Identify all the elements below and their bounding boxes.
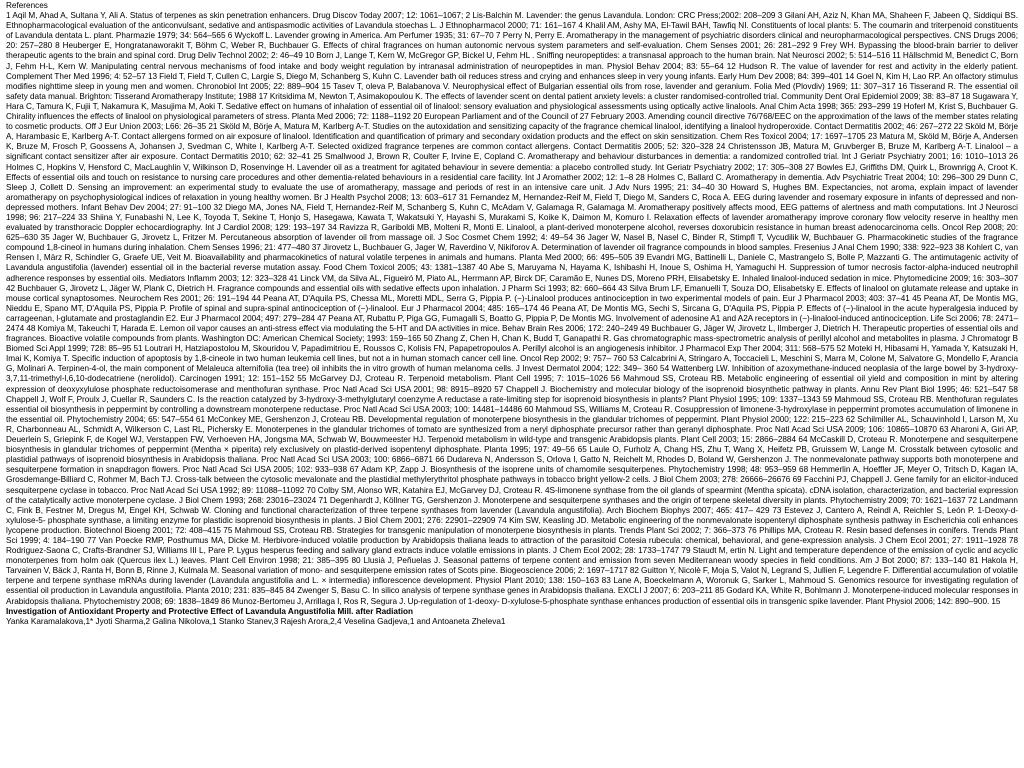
article-title: Investigation of Antioxidant Property and Protective Effect of Lavandula Angustifolia Mill. after Radiation [6,606,413,616]
references-list: 1 Aqil M, Ahad A, Sultana Y, Ali A. Status of terpenes as skin penetration enhancers. Drug Discov Today 2007; 12: 1061–1067; 2 Lis-Balchin M. Lavender: the genus Lavandula. London: CRC Press;2002: 208–209 3 Gilani AH, Aziz N, Khan MA, Shaheen F, Jabeen Q, Siddiqui BS. Ethnopharmacological evaluation of the anticonvulsant, sedative and antispasmodic activities of Lavandula stoechas L. J Ethnopharmacol 2000; 71: 161–167 4 Khalil AM, Ashy MA, El-Tawil BAH, Tawfiq NI. Constituents of local plants: 5. The coumarin and triterpenoid constituents of Lavandula dentata L. plant. Pharmazie 1979; 34: 564–565 6 Wyckoff L. Lavender growing in America. Am Perfumer 1935; 31: 67–70 7 Perry N, Perry E. Aromatherapy in the management of psychiatric disorders clinical and neuropharmacological perspectives. CNS Drugs 2006; 20: 257–280 8 Heuberger E, Hongratanaworakit T, Böhm C, Weber R, Buchbauer G. Effects of chiral fragrances on human autonomic nervous system parameters and self-evaluation. Chem Senses 2001; 26: 281–292 9 Frey WH. Bypassing the blood-brain barrier to deliver therapeutic agents to the brain and spinal cord. Drug Deliv Technol 2002; 2: 46–49 10 Born J, Lange T, Kern W, McGregor GP, Bickel U, Fehm HL . Sniffing neuropeptides: a transnasal approach to the human brain. Nat Neurosci 2002; 5: 514–516 11 Hällschmid M, Benedict C, Born J, Fehm H-L, Kern W. Manipulating central nervous mechanisms of food intake and body weight regulation by intranasal administration of neuropeptides in man. Physiol Behav 2004; 83: 55–64 12 Hudson R. The value of lavender for rest and activity in the elderly patient. Complement Ther Med 1996; 4: 52–57 13 Field T, Field T, Cullen C, Largie S, Diego M, Schanberg S, Kuhn C. Lavender bath oil reduces stress and crying and enhances sleep in very young infants. Early Hum Dev 2008; 84: 399–401 14 Goel N, Kim H, Lao RP. An olfactory stimulus modifies nighttime sleep in young men and women. Chronobiol Int 2005; 22: 889–904 15 Tasev T, oleva P, Balabanova V. Neurophysical effect of Bulgarian essential oils from rose, lavender and geranium. Folia Med (Plovdiv) 1969; 11: 307–317 16 Tisserand R. The essential oil safety data manual. Brighton: Tisserand Aromatherapy Institute; 1988 17 Kritsidima M, Newton T, Asimakopoulou K. The effects of lavender scent on dental patient anxiety levels: a cluster randomised-controlled trial. Community Dent Oral Epidemiol 2009; 38: 83–87 18 Sugawara Y, Hara C, Tamura K, Fujii T, Nakamura K, Masujima M, Aoki T. Sedative effect on humans of inhalation of essential oil of linalool: sensory evaluation and physiological assessments using optically active linalools. Anal Chim Acta 1998; 365: 293–299 19 Hoferl M, Krist S, Buchbauer G. Chirality influences the effects of linalool on physiological parameters of stress. Planta Med 2006; 72: 1188–1192 20 European Parliament and of the Council of 27 February 2003. Amending council directive 76/768/EEC on the approximation of the laws of the member states relating to cosmetic products. Off J Eur Union 2003; L66: 26–35 21 Sköld M, Börje A, Matura M, Karlberg A-T. Studies on the autoxidation and sensitizing capacity of the fragrance chemical linalool, identifying a linalool hydroperoxide. Contact Dermatitis 2002; 46: 267–272 22 Sköld M, Börje A, Harambasic E, Karlberg A-T. Contact allergens formed on air exposure of linalool. Identification and quantification of primary and secondary oxidation products and the effect on skin sensitization. Chem Res Toxicol 2004; 17: 1697–1705 23 Matura M, Sköld M, Börje A, Andersen K, Bruze M, Frosch P, Goossens A, Johansen J, Svedman C, White I, Karlberg A-T. Selected oxidized fragrance terpenes are common contact allergens. Contact Dermatitis 2005; 52: 320–328 24 Christensson JB, Matura M, Gruvberger B, Bruze M, Karlberg A-T. Linalool – a significant contact sensitizer after air exposure. Contact Dermatitis 2010; 62: 32–41 25 Smallwood J, Brown R, Coulter F, Irvine E, Copland C. Aromatherapy and behaviour disturbances in dementia: a randomized controlled trial. Int J Geriatr Psychiatry 2001; 16: 1010–1013 26 Holmes C, Hopkins V, Hensford C, MacLaughlin V, Wilkinson D, Rosenvinge H. Lavender oil as a treatment for agitated behaviour in severe dementia: a placebo controlled study. Int Geriatr Psychiatry 2002; 17: 305–308 27 Bowles EJ, Griffiths DM, Quirk L, Brownrigg A, Croot K. Effects of essential oils and touch on resistance to nursing care procedures and other dementia-related behaviours in a residential care facility. Int J Aromather 2002; 12: 1–8 28 Holmes C, Ballard C. Aromatherapy in dementia. Adv Psychiatric Treat 2004; 10: 296–300 29 Dunn C, Sleep J, Collett D. Sensing an improvement: an experimental study to evaluate the use of aromatherapy, massage and periods of rest in an intensive care unit. J Adv Nurs 1995; 21: 34–40 30 Howard S, Hughes BM. Expectancies, not aroma, explain impact of lavender aromatherapy on psychophysiological indices of relaxation in young healthy women. Br J Health Psychol 2008; 13: 603–617 31 Fernandez M, Hernandez-Reif M, Field T, Diego M, Sanders C, Roca A. EEG during lavender and rosemary exposure in infants of depressed and non-depressed mothers. Infant Behav Dev 2004; 27: 91–100 32 Diego MA, Jones NA, Field T, Hernandez-Reif M, Schanberg S, Kuhn C, McAdam V, Galamaga R, Galamaga M. Aromatherapy positively affects mood, EEG patterns of alertness and math computations. Int J Neurosci 1998; 96: 217–224 33 Shiina Y, Funabashi N, Lee K, Toyoda T, Sekine T, Honjo S, Hasegawa, Kawata T, Wakatsuki Y, Hayashi S, Murakami S, Koike K, Daimon M, Komuro I. Relaxation effects of lavender aromatherapy improve coronary flow velocity reserve in healthy men evaluated by transthoracic Doppler echocardiography. Int J Cardiol 2008; 129: 193–197 34 Ravizza R, Gariboldi MB, Molteni R, Monti E. Linalool, a plant-derived monoterpene alcohol, reverses doxorubicin resistance in human breast adenocarcinoma cells. Oncol Rep 2008; 20: 625–630 35 Jager W, Buchbauer G, Jirovetz L, Fritzer M. Percutaneous absorption of lavender oil from massage oil. J Soc Cosmet Chem 1992; 4: 49–54 36 Jager W, Nasel B, Nasel C, Binder R, Stimpfl T, Vycudilik W, Buchbauer G. Pharmacokinetic studies of the fragrance compound 1,8-cineol in humans during inhalation. Chem Senses 1996; 21: 477–480 37 Jirovetz L, Buchbauer G, Jager W, Raverdino V, Nikiforov A. Determination of lavender oil fragrance compounds in blood samples. Fresenius J Anal Chem 1990; 338: 922–923 38 Kohlert C, van Rensen I, März R, Schindler G, Graefe UE, Veit M. Bioavailability and pharmacokinetics of natural volatile terpenes in animals and humans. Planta Med 2000; 66: 495–505 39 Evandri MG, Battinelli L, Daniele C, Mastrangelo S, Bolle P, Mazzanti G. The antimutagenic activity of Lavandula angustifolia (lavender) essential oil in the bacterial reverse mutation assay. Food Chem Toxicol 2005; 43: 1381–1387 40 Abe S, Maruyama N, Hayama K, Ishibashi H, Inoue S, Oshima H, Yamaguchi H. Suppression of tumor necrosis factor-alpha-induced neutrophil adherence responses by essential oils. Mediators Inflamm 2003; 12: 323–328 41 Linck VM, da Silva AL, Figueiró M, Piato AL, Herrmann AP, Birck DF, Caramão E, Nunes DS, Moreno PRH, Elisabetsky E. Inhaled linalool-induced sedation in mice. Phytomedicine 2009; 16: 303–307 42 Buchbauer G, Jirovetz L, Jäger W, Plank C, Dietrich H. Fragrance compounds and essential oils with sedative effects upon inhalation. J Pharm Sci 1993; 82: 660–664 43 Silva Brum LF, Emanuelli T, Souza DO, Elisabetsky E. Effects of linalool on glutamate release and uptake in mouse cortical synaptosomes. Neurochem Res 2001; 26: 191–194 44 Peana AT, D'Aquila PS, Chessa ML, Moretti MDL, Serra G, Pippia P. (−)-Linalool produces antinociception in two experimental models of pain. Eur J Pharmacol 2003; 403: 37–41 45 Peana AT, De Montis MG, Nieddu E, Spano MT, D'Aquila PS, Pippia P. Profile of spinal and supra-spinal antinociception of (−)-linalool. Eur J Pharmacol 2004; 485: 165–174 46 Peana AT, De Montis MG, Sechi S, Sircana G, D'Aquila PS, Pippia P. Effects of (−)-linalool in the acute hyperalgesia induced by carrageenan, l-glutamate and prostaglandin E2. Eur J Pharmacol 2004; 497: 279–284 47 Peana AT, Rubattu P, Piga GG, Fumagalli S, Boatto G, Pippia P, De Montis MG. Involvement of adenosine A1 and A2A receptors in (−)-linalool-induced antinociception. Life Sci 2006; 78: 2471–2474 48 Komiya M, Takeuchi T, Harada E. Lemon oil vapor causes an anti-stress effect via modulating the 5-HT and DA activities in mice. Behav Brain Res 2006; 172: 240–249 49 Buchbauer G, Jäger W, Jirovetz L, Ilmberger J, Dietrich H. Therapeutic properties of essential oils and fragrances. Bioactive volatile compounds from plants. Washington DC: American Chemical Society; 1993: 159–165 50 Zhang Z, Chen H, Chan K, Budd T, Ganapathi R. Gas chromatographic mass-spectrometric analysis of perillyl alcohol and metabolites in plasma. J Chromatogr B Biomed Sci Appl 1999; 728: 85–95 51 Loutrari H, Hatziapostolou M, Skouridou V, Papadimitriou E, Roussos C, Kolisis FN, Papapetropoulos A. Perillyl alcohol is an angiogenesis inhibitor. J Pharmacol Exp Ther 2004; 311: 568–575 52 Moteki H, Hibasami H, Yamada Y, Katsuzaki H, Imai K, Komiya T. Specific induction of apoptosis by 1,8-cineole in two human leukemia cell lines, but not a in human stomach cancer cell line. Oncol Rep 2002; 9: 757– 760 53 Calcabrini A, Stringaro A, Toccacieli L, Meschini S, Marra M, Colone M, Salvatore G, Mondello F, Arancia G, Molinari A. Terpinen-4-ol, the main component of Melaleuca alternifolia (tea tree) oil inhibits the in vitro growth of human melanoma cells. J Invest Dermatol 2004; 122: 349– 360 54 Wattenberg LW. Inhibition of azoxymethane-induced neoplasia of the large bowel by 3-hydroxy-3,7,11-trimethyl-l,6,10-dodecatriene (nerolidol). Carcinogen 1991; 12: 151–152 55 McGarvey DJ, Croteau R. Terpenoid metabolism. Plant Cell 1995; 7: 1015–1026 56 Mahmoud SS, Croteau RB. Metabolic engineering of essential oil yield and composition in mint by altering expression of deoxyxylulose phosphate reductoisomerase and menthofuran synthase. Proc Natl Acad Sci USA 2001; 98: 8915–8920 57 Chappell J. Biochemistry and molecular biology of the isoprenoid biosynthetic pathway in plants. Annu Rev Plant Biol 1995; 46: 521–547 58 Chappell J, Wolf F, Proulx J, Cuellar R, Saunders C. Is the reaction catalyzed by 3-hydroxy-3-methylglutaryl coenzyme A reductase a rate-limiting step for isoprenoid biosynthesis in plants? Plant Physiol 1995; 109: 1337–1343 59 Mahmoud SS, Croteau RB. Menthofuran regulates essential oil biosynthesis in peppermint by controlling a downstream monoterpene reductase. Proc Natl Acad Sci USA 2003; 100: 14481–14486 60 Mahmoud SS, Williams M, Croteau R. Cosuppression of limonene-3-hydroxylase in peppermint promotes accumulation of limonene in the essential oil. Phytochemistry 2004; 65: 547–554 61 McConkey ME, Gershenzon J, Croteau RB. Developmental regulation of monoterpene biosynthesis in the glandular trichomes of peppermint. Plant Physiol 2000; 122: 215–223 62 Schilmiller AL, Schauvinhold I, Larson M, Xu R, Charbonneau AL, Schmidt A, Wilkerson C, Last RL, Pichersky E. Monoterpenes in the glandular trichomes of tomato are synthesized from a neryl diphosphate precursor rather than geranyl diphosphate. Proc Natl Acad Sci USA 2009; 106: 10865–10870 63 Aharoni A, Giri AP, Deuerlein S, Griepink F, de Kogel WJ, Verstappen FW, Verhoeven HA, Jongsma MA, Schwab W, Bouwmeester HJ. Terpenoid metabolism in wild-type and transgenic Arabidopsis plants. Plant Cell 2003; 15: 2866–2884 64 McCaskill D, Croteau R. Monoterpene and sesquiterpene biosynthesis in glandular trichomes of peppermint (Mentha × piperita) rely exclusively on plastid-derived isopentenyl diphosphate. Planta 1995; 197: 49–56 65 Laule O, Furholz A, Chang HS, Zhu T, Wang X, Heifetz PB, Gruissem W, Lange M. Crosstalk between cytosolic and plastidial pathways of isoprenoid biosynthesis in Arabidopsis thaliana. Proc Natl Acad Sci USA 2003; 100: 6866–6871 66 Dudareva N, Andersson S, Orlova I, Gatto N, Reichelt M, Rhodes D, Boland W, Gershenzon J. The nonmevalonate pathway supports both monoterpene and sesquiterpene formation in snapdragon flowers. Proc Natl Acad Sci USA 2005; 102: 933–938 67 Adam KP, Zapp J. Biosynthesis of the isoprene units of chamomile sesquiterpenes. Phytochemistry 1998; 48: 953–959 68 Hemmerlin A, Hoeffler JF, Meyer O, Tritsch D, Kagan IA, Grosdemange-Billiard C, Rohmer M, Bach TJ. Cross-talk between the cytosolic mevalonate and the plastidial methylerythritol phosphate pathways in tobacco bright yellow-2 cells. J Biol Chem 2003; 278: 26666–26676 69 Facchini PJ, Chappell J. Gene family for an elicitor-induced sesquiterpene cyclase in tobacco. Proc Natl Acad Sci USA 1992; 89: 11088–11092 70 Colby SM, Alonso WR, Katahira EJ, McGarvey DJ, Croteau R. 4S-limonene synthase from the oil glands of spearmint (Mentha spicata). cDNA isolation, characterization, and bacterial expression of the catalytically active monoterpene cyclase. J Biol Chem 1993; 268: 23016–23024 71 Degenhardt J, Köllner TG, Gershenzon J. Monoterpene and sesquiterpene synthases and the origin of terpene skeletal diversity in plants. Phytochemistry 2009; 70: 1621–1637 72 Landmann C, Fink B, Festner M, Dregus M, Engel KH, Schwab W. Cloning and functional characterization of three terpene synthases from lavender (Lavandula angustifolia). Arch Biochem Biophys 2007; 465: 417– 429 73 Estevez J, Cantero A, Reindl A, Reichler S, León P. 1-Deoxy-d-xylulose-5- phosphate synthase, a limiting enzyme for plastidic isoprenoid biosynthesis in plants. J Biol Chem 2001; 276: 22901–22909 74 Kim SW, Keasling JD. Metabolic engineering of the nonmevalonate isopentenyl diphosphate synthesis pathway in Escherichia coli enhances lycopene production. Biotechnol Bioeng 2001; 72: 408–415 75 Mahmoud SS, Croteau RB. Strategies for transgenic manipulation of monoterpene biosynthesis in plants. Trends Plant Sci 2002; 7: 366–373 76 Phillips MA, Croteau R. Resin based defenses in conifers. Trends Plant Sci 1999; 4: 184–190 77 Van Poecke RMP, Posthumus MA, Dicke M. Herbivore-induced volatile production by Arabidopsis thaliana leads to attraction of the parasitoid Cotesia rubecula: chemical, behavioral, and gene-expression analysis. J Chem Ecol 2001; 27: 1911–1928 78 Rodriguez-Saona C, Crafts-Brandner SJ, Williams III L, Pare P. Lygus hesperus feeding and salivary gland extracts induce volatile emissions in plants. J Chem Ecol 2002; 28: 1733–1747 79 Staudt M, ertin N. Light and temperature dependence of the emission of cyclic and acyclic monoterpenes from holm oak (Quercus ilex L.) leaves. Plant Cell Environ 1998; 21: 385–395 80 Llusià J, Peñuelas J. Seasonal patterns of terpene content and emission from seven Mediterranean woody species in field conditions. Am J Bot 2000; 87: 133–140 81 Hakola H, Tarvainen V, Bäck J, Ranta H, Bonn B, Rinne J, Kulmala M. Seasonal variation of mono- and sesquiterpene emission rates of Scots pine. Biogeoscience 2006; 2: 1697–1717 82 Guitton Y, Nicolè F, Moja S, Valot N, Legrand S, Jullien F, Legendre F. Differential accumulation of volatile terpene and terpene synthase mRNAs during lavender (Lavandula angustifolia and L. × intermedia) inflorescence development. Physiol Plant 2010; 138: 150–163 83 Lane A, Boeckelmann A, Woronuk G, Sarker L, Mahmoud S. Genomics resource for investigating regulation of essential oil production in Lavandula angustifolia. Planta 2010; 231: 835–845 84 Zwenger S, Basu C. In silico analysis of terpene synthase genes in Arabidopsis thaliana. EXCLI J 2007; 6: 203–211 85 Godard KA, White R, Bohlmann J. Monoterpene-induced molecular responses in Arabidopsis thaliana. Phytochemistry 2008; 69: 1838–1849 86 Munoz-Bertomeu J, Arrillaga I, Ros R, Segura J. Up-regulation of 1-deoxy- D-xylulose-5-phosphate synthase enhances production of essential oils in transgenic spike lavender. Plant Physiol 2006; 142: 890–900. 15 [6,11,1018,606]
references-heading: References [6,1,48,10]
article-authors: Yanka Karamalakova,1* Jyoti Sharma,2 Galina Nikolova,1 Stanko Stanev,3 Rajesh Arora,2,4 Veselina Gadjeva,1 and Antoaneta Zheleva1 [6,616,506,626]
